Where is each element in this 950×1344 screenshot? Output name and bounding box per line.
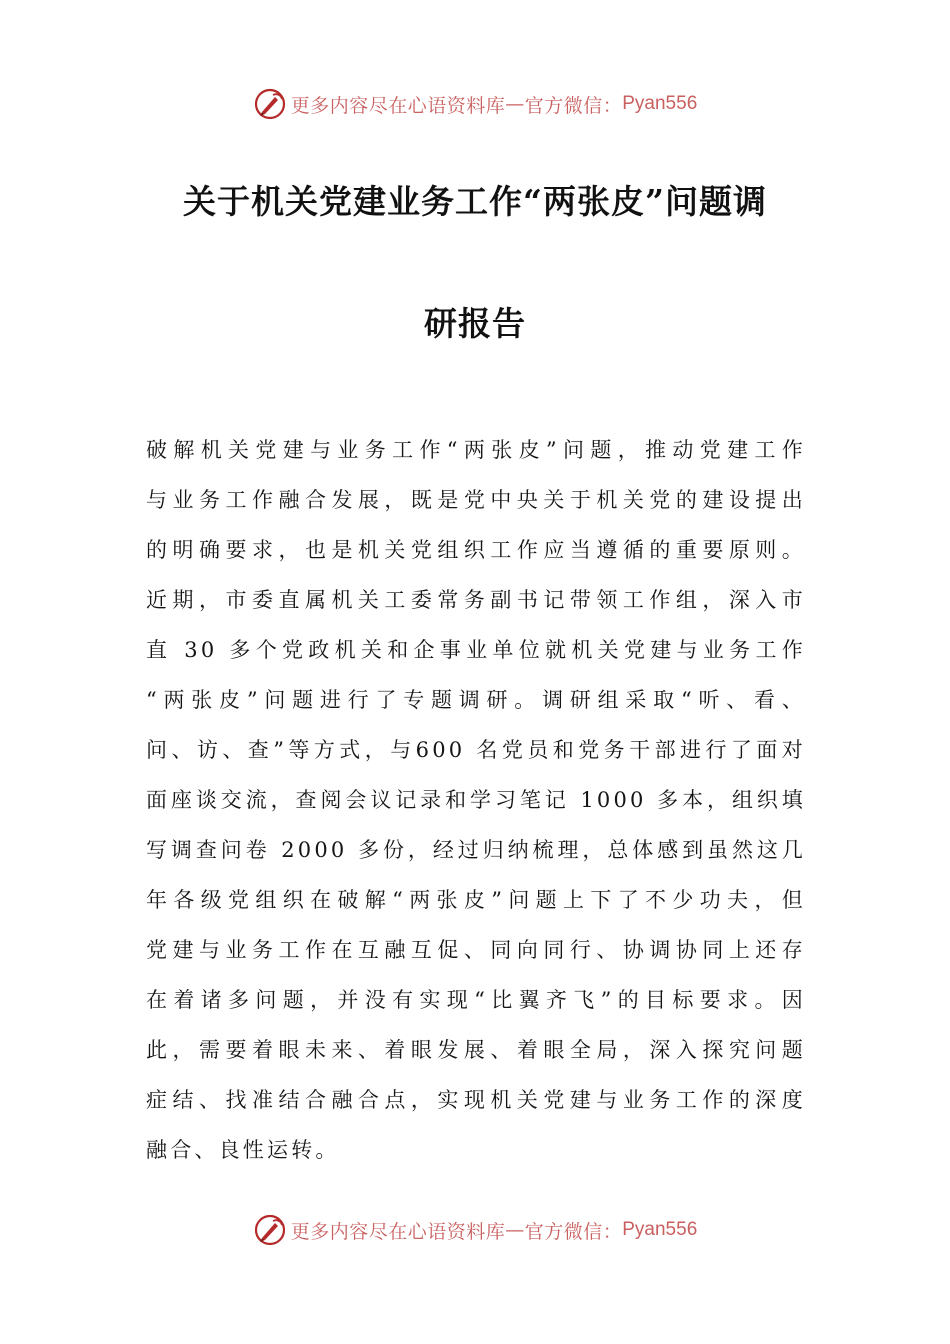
paragraph-line: 问、访、查”等方式，与600 名党员和党务干部进行了面对 xyxy=(146,738,806,762)
watermark-separator: — xyxy=(505,93,525,115)
paragraph-line: 与业务工作融合发展，既是党中央关于机关党的建设提出 xyxy=(146,488,806,512)
paragraph-line: 面座谈交流，查阅会议记录和学习笔记 1000 多本，组织填 xyxy=(146,788,806,812)
watermark-separator: — xyxy=(505,1219,525,1241)
paragraph-line: “两张皮”问题进行了专题调研。调研组采取“听、看、 xyxy=(146,688,806,712)
watermark-wechat-label: 官方微信： xyxy=(524,1220,623,1243)
watermark-wechat-id: Pyan556 xyxy=(622,1219,698,1240)
watermark-text: 更多内容尽在心语资料库 xyxy=(290,94,506,117)
watermark-banner-top xyxy=(0,84,950,124)
paragraph-line: 此，需要着眼未来、着眼发展、着眼全局，深入探究问题 xyxy=(146,1038,806,1062)
body-paragraph xyxy=(146,428,806,1178)
watermark-banner-bottom xyxy=(0,1210,950,1250)
document-title-line-2: 研报告 xyxy=(424,304,526,343)
paragraph-line: 写调查问卷 2000 多份，经过归纳梳理，总体感到虽然这几 xyxy=(146,838,806,862)
paragraph-line: 的明确要求，也是机关党组织工作应当遵循的重要原则。 xyxy=(146,538,806,562)
paragraph-line: 破解机关党建与业务工作“两张皮”问题，推动党建工作 xyxy=(146,438,806,462)
watermark-wechat-id: Pyan556 xyxy=(622,93,698,114)
pen-logo-icon xyxy=(253,1213,287,1247)
watermark-wechat-label: 官方微信： xyxy=(524,94,623,117)
paragraph-line: 近期，市委直属机关工委常务副书记带领工作组，深入市 xyxy=(146,588,806,612)
pen-logo-icon xyxy=(253,87,287,121)
document-title-line-1: 关于机关党建业务工作“两张皮”问题调 xyxy=(183,182,767,221)
paragraph-line: 融合、良性运转。 xyxy=(146,1138,340,1162)
paragraph-line: 症结、找准结合融合点，实现机关党建与业务工作的深度 xyxy=(146,1088,806,1112)
paragraph-line: 在着诸多问题，并没有实现“比翼齐飞”的目标要求。因 xyxy=(146,988,806,1012)
paragraph-line: 年各级党组织在破解“两张皮”问题上下了不少功夫，但 xyxy=(146,888,806,912)
paragraph-line: 党建与业务工作在互融互促、同向同行、协调协同上还存 xyxy=(146,938,806,962)
watermark-text: 更多内容尽在心语资料库 xyxy=(290,1220,506,1243)
paragraph-line: 直 30 多个党政机关和企事业单位就机关党建与业务工作 xyxy=(146,638,806,662)
